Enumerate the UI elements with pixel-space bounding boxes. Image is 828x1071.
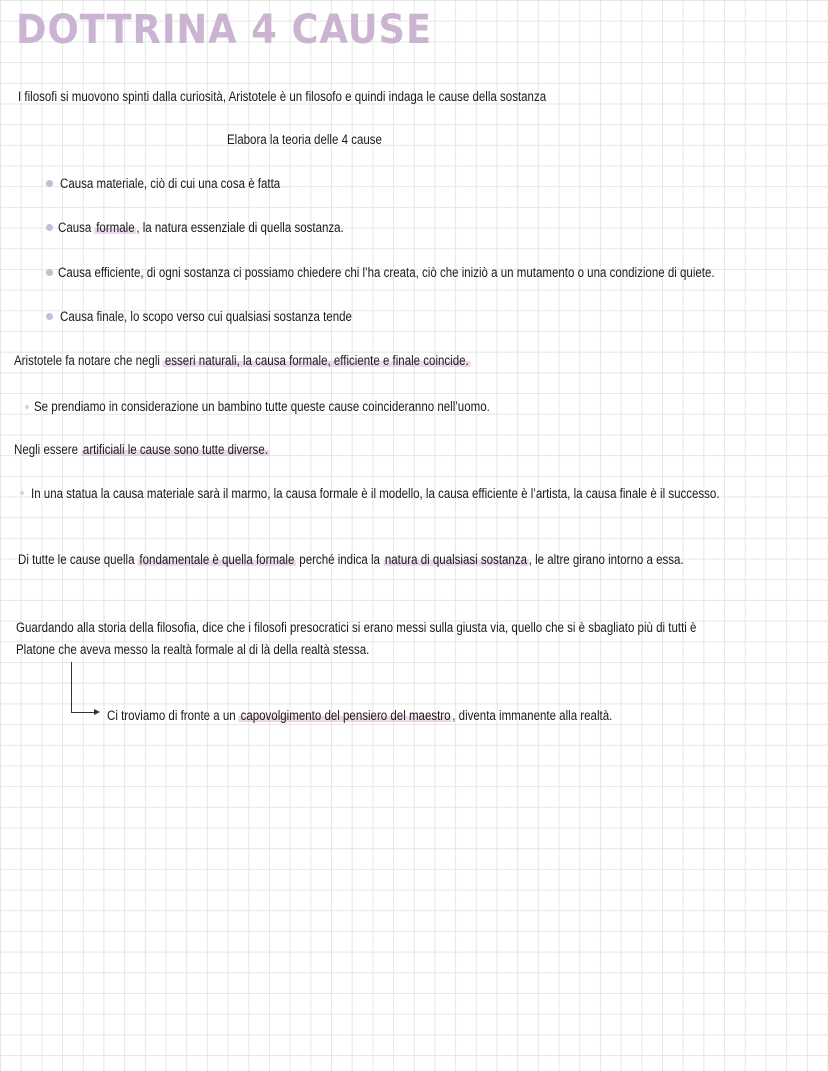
page-title: DOTTRINA 4 CAUSE: [16, 7, 433, 53]
cause-formale-prefix: Causa: [58, 220, 95, 235]
highlight-capovolgimento: capovolgimento del pensiero del maestro: [240, 708, 451, 723]
statua-text: In una statua la causa materiale sarà il marmo, la causa formale è il modello, la causa efficiente è l’artista, la causa finale è il successo.: [31, 486, 720, 501]
cause-finale: Causa finale, lo scopo verso cui qualsiasi sostanza tende: [60, 309, 352, 324]
arrow-connector-horizontal: [71, 712, 95, 713]
storia-line-2: Platone che aveva messo la realtà formale al di là della realtà stessa.: [16, 642, 370, 657]
small-bullet-icon: [25, 405, 29, 409]
bullet-icon: [46, 180, 53, 187]
fondamentale-p1: Di tutte le cause quella: [18, 552, 138, 567]
fondamentale-text: [18, 551, 684, 569]
artificiali-text: [14, 441, 270, 459]
cause-efficiente: Causa efficiente, di ogni sostanza ci possiamo chiedere chi l’ha creata, ciò che iniziò a un mutamento o una condizione di quiete.: [58, 265, 715, 280]
arrow-connector-vertical: [71, 662, 72, 713]
highlight-artificiali: artificiali le cause sono tutte diverse.: [82, 442, 268, 457]
capovolgimento-text: [107, 707, 612, 725]
small-bullet-icon: [20, 491, 24, 495]
naturali-prefix: Aristotele fa notare che negli: [14, 353, 164, 368]
artificiali-prefix: Negli essere: [14, 442, 82, 457]
cause-materiale: Causa materiale, ciò di cui una cosa è fatta: [60, 176, 281, 191]
cause-formale: [58, 219, 344, 237]
intro-text: I filosofi si muovono spinti dalla curiosità, Aristotele è un filosofo e quindi indaga le cause della sostanza: [18, 89, 547, 104]
bullet-icon: [46, 313, 53, 320]
capovolgimento-p1: Ci troviamo di fronte a un: [107, 708, 239, 723]
storia-line-1: Guardando alla storia della filosofia, dice che i filosofi presocratici si erano messi sulla giusta via, quello che si è sbagliato più di tutti è: [16, 620, 697, 635]
highlight-natura: natura di qualsiasi sostanza: [384, 552, 527, 567]
cause-formale-suffix: , la natura essenziale di quella sostanza.: [136, 220, 344, 235]
bambino-text: Se prendiamo in considerazione un bambino tutte queste cause coincideranno nell’uomo.: [34, 399, 490, 414]
bullet-icon: [46, 269, 53, 276]
capovolgimento-p2: , diventa immanente alla realtà.: [452, 708, 613, 723]
arrow-right-icon: [94, 709, 100, 715]
subtitle-text: Elabora la teoria delle 4 cause: [227, 132, 382, 147]
highlight-fondamentale: fondamentale è quella formale: [139, 552, 295, 567]
bullet-icon: [46, 224, 53, 231]
fondamentale-p2: perché indica la: [296, 552, 384, 567]
highlight-formale: formale: [96, 220, 135, 235]
naturali-text: [14, 352, 470, 370]
fondamentale-p3: , le altre girano intorno a essa.: [528, 552, 684, 567]
highlight-naturali: esseri naturali, la causa formale, efficiente e finale coincide.: [164, 353, 469, 368]
